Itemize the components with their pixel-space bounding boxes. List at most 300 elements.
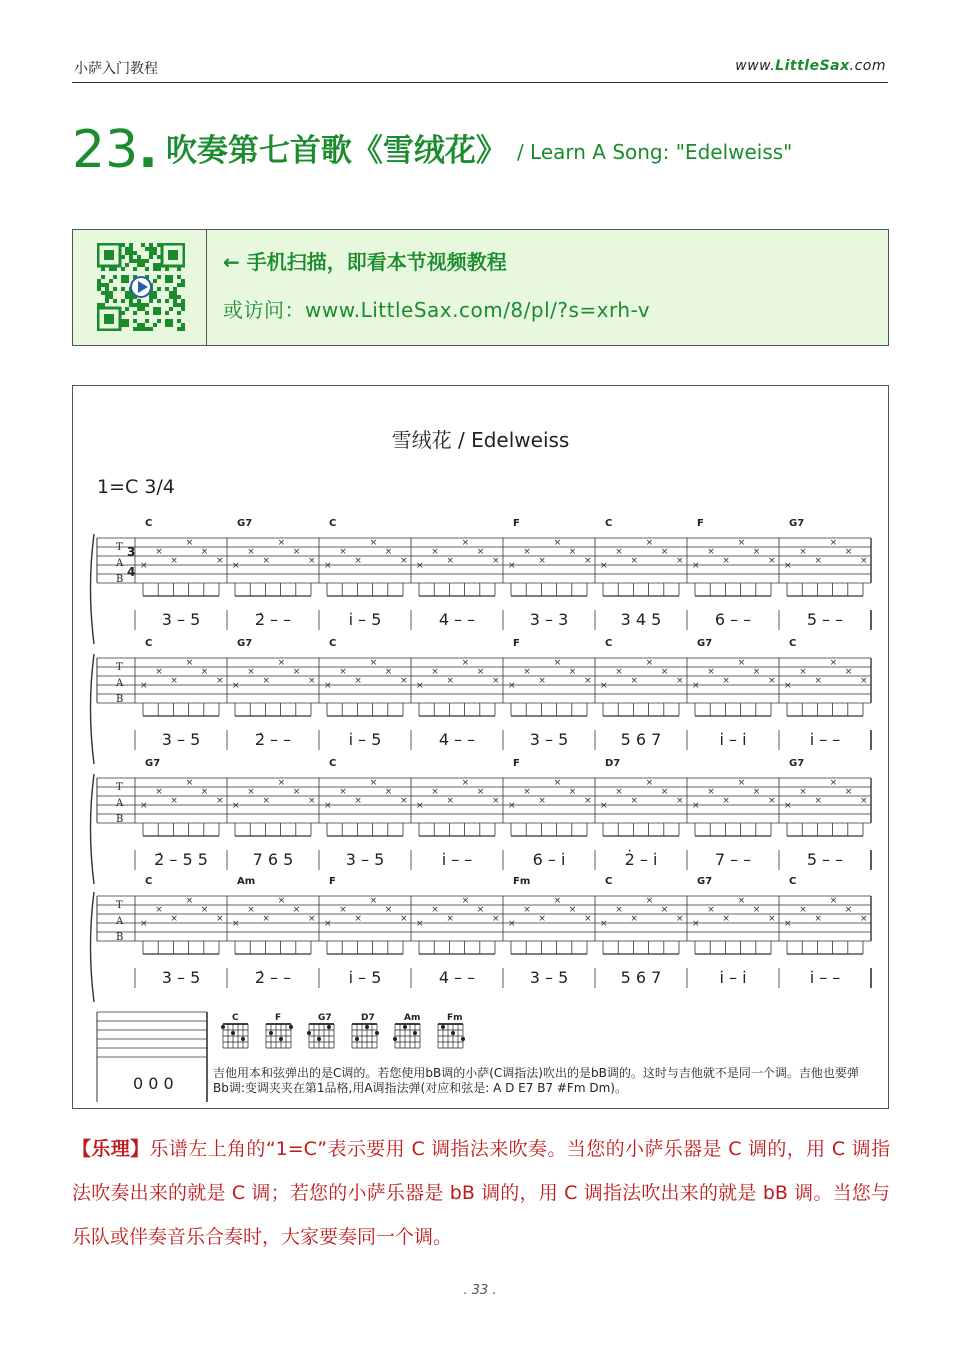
tab-x-mark: × bbox=[523, 667, 531, 677]
jianpu-measure-1: 2̇ – 5 5 bbox=[154, 850, 208, 869]
tab-x-mark: × bbox=[292, 905, 301, 915]
chord-diagram-label: G7 bbox=[318, 1013, 332, 1023]
tab-x-mark: × bbox=[200, 547, 209, 557]
tab-x-mark: × bbox=[431, 667, 439, 677]
tab-x-mark: × bbox=[216, 796, 224, 806]
tab-x-mark: × bbox=[339, 787, 347, 797]
chord-label: C bbox=[329, 638, 337, 649]
jianpu-measure-5: 6 – i̇ bbox=[532, 850, 566, 869]
header-divider bbox=[72, 82, 888, 83]
tab-x-mark: × bbox=[692, 919, 700, 929]
tab-x-mark: × bbox=[292, 667, 301, 677]
tab-x-mark: × bbox=[247, 547, 255, 557]
tab-x-mark: × bbox=[737, 778, 746, 788]
tab-x-mark: × bbox=[262, 914, 270, 924]
tab-clef-A: A bbox=[116, 558, 124, 569]
tab-x-mark: × bbox=[262, 676, 270, 686]
tab-x-mark: × bbox=[369, 778, 378, 788]
tab-x-mark: × bbox=[645, 538, 654, 548]
tab-x-mark: × bbox=[170, 676, 178, 686]
tab-x-mark: × bbox=[538, 914, 546, 924]
tab-x-mark: × bbox=[707, 787, 715, 797]
tab-x-mark: × bbox=[170, 914, 178, 924]
tab-x-mark: × bbox=[140, 801, 148, 811]
tab-system-3 bbox=[91, 758, 872, 884]
chord-diagram bbox=[393, 1013, 420, 1048]
time-sig-bottom: 4 bbox=[127, 565, 136, 579]
tab-x-mark: × bbox=[829, 658, 838, 668]
tab-x-mark: × bbox=[185, 778, 194, 788]
tab-x-mark: × bbox=[324, 801, 332, 811]
tab-x-mark: × bbox=[799, 905, 807, 915]
tab-x-mark: × bbox=[140, 561, 148, 571]
tab-clef-B: B bbox=[116, 574, 124, 585]
tab-x-mark: × bbox=[185, 896, 194, 906]
tab-x-mark: × bbox=[584, 914, 592, 924]
tab-x-mark: × bbox=[461, 658, 470, 668]
tab-x-mark: × bbox=[216, 676, 224, 686]
jianpu-measure-4: 4 – – bbox=[438, 730, 476, 749]
tab-x-mark: × bbox=[400, 556, 408, 566]
chord-diagram bbox=[221, 1013, 248, 1048]
tab-x-mark: × bbox=[768, 796, 776, 806]
tab-x-mark: × bbox=[369, 538, 378, 548]
qr-code-icon bbox=[97, 243, 185, 331]
jianpu-measure-3: i̇ – 5 bbox=[348, 968, 382, 987]
header-right[interactable] bbox=[735, 58, 886, 74]
chord-dot bbox=[269, 1031, 273, 1035]
tab-x-mark: × bbox=[829, 538, 838, 548]
jianpu-measure-4: i̇ – – bbox=[441, 850, 473, 869]
tab-clef-T: T bbox=[116, 900, 123, 911]
tab-x-mark: × bbox=[339, 905, 347, 915]
tab-x-mark: × bbox=[400, 676, 408, 686]
chord-label: Fm bbox=[513, 876, 531, 887]
tab-x-mark: × bbox=[615, 905, 623, 915]
jianpu-measure-1: 3 – 5 bbox=[161, 730, 201, 749]
jianpu-measure-2: 2̇ – – bbox=[254, 610, 292, 629]
chord-diagram bbox=[438, 1013, 465, 1048]
tab-clef-A: A bbox=[116, 678, 124, 689]
tab-x-mark: × bbox=[354, 796, 362, 806]
tab-x-mark: × bbox=[170, 556, 178, 566]
jianpu-measure-4: 4 – – bbox=[438, 968, 476, 987]
tab-x-mark: × bbox=[324, 919, 332, 929]
tab-x-mark: × bbox=[752, 547, 761, 557]
tab-x-mark: × bbox=[814, 676, 822, 686]
tab-x-mark: × bbox=[600, 681, 608, 691]
tab-x-mark: × bbox=[277, 538, 286, 548]
tab-x-mark: × bbox=[768, 676, 776, 686]
tab-x-mark: × bbox=[660, 667, 669, 677]
chord-label: C bbox=[789, 638, 797, 649]
tab-x-mark: × bbox=[676, 556, 684, 566]
tab-x-mark: × bbox=[354, 556, 362, 566]
tab-x-mark: × bbox=[216, 556, 224, 566]
chord-dot bbox=[307, 1031, 311, 1035]
tab-system-1 bbox=[91, 518, 872, 644]
tab-x-mark: × bbox=[185, 658, 194, 668]
ending-numbers: 0 0 0 bbox=[133, 1074, 174, 1093]
tab-x-mark: × bbox=[508, 561, 516, 571]
tab-x-mark: × bbox=[384, 547, 393, 557]
tab-x-mark: × bbox=[247, 667, 255, 677]
tab-x-mark: × bbox=[600, 561, 608, 571]
jianpu-measure-7: 6 – – bbox=[714, 610, 752, 629]
tab-x-mark: × bbox=[692, 681, 700, 691]
tab-x-mark: × bbox=[339, 547, 347, 557]
tab-x-mark: × bbox=[660, 905, 669, 915]
tab-x-mark: × bbox=[600, 919, 608, 929]
tab-x-mark: × bbox=[615, 547, 623, 557]
chord-dot bbox=[289, 1025, 293, 1029]
chord-dot bbox=[317, 1037, 321, 1041]
tab-x-mark: × bbox=[292, 787, 301, 797]
tab-x-mark: × bbox=[752, 905, 761, 915]
header-left: 小萨入门教程 bbox=[74, 61, 158, 77]
tab-x-mark: × bbox=[232, 681, 240, 691]
tab-x-mark: × bbox=[492, 914, 500, 924]
tab-x-mark: × bbox=[416, 919, 424, 929]
tab-x-mark: × bbox=[216, 914, 224, 924]
page-number: . 33 . bbox=[463, 1283, 497, 1298]
tab-x-mark: × bbox=[461, 538, 470, 548]
tab-x-mark: × bbox=[814, 796, 822, 806]
chord-dot bbox=[441, 1025, 445, 1029]
chord-diagram-label: Fm bbox=[447, 1013, 463, 1023]
tab-x-mark: × bbox=[155, 547, 163, 557]
tab-x-mark: × bbox=[232, 561, 240, 571]
tab-x-mark: × bbox=[799, 787, 807, 797]
score-title: 雪绒花 / Edelweiss bbox=[391, 428, 570, 452]
tab-x-mark: × bbox=[676, 676, 684, 686]
tab-x-mark: × bbox=[140, 919, 148, 929]
chord-label: F bbox=[513, 638, 520, 649]
chord-label: F bbox=[697, 518, 704, 529]
tab-x-mark: × bbox=[461, 778, 470, 788]
chord-label: C bbox=[789, 876, 797, 887]
chord-label: C bbox=[145, 876, 153, 887]
tab-x-mark: × bbox=[185, 538, 194, 548]
tab-x-mark: × bbox=[722, 796, 730, 806]
tab-clef-T: T bbox=[116, 662, 123, 673]
tab-x-mark: × bbox=[400, 914, 408, 924]
tab-x-mark: × bbox=[707, 905, 715, 915]
jianpu-measure-6: 2̇ – i̇ bbox=[624, 850, 658, 869]
tab-x-mark: × bbox=[737, 896, 746, 906]
tab-x-mark: × bbox=[416, 681, 424, 691]
jianpu-measure-7: 7 – – bbox=[714, 850, 752, 869]
tab-x-mark: × bbox=[692, 801, 700, 811]
tab-x-mark: × bbox=[768, 556, 776, 566]
tab-x-mark: × bbox=[568, 905, 577, 915]
tab-x-mark: × bbox=[538, 796, 546, 806]
tab-x-mark: × bbox=[523, 905, 531, 915]
tab-x-mark: × bbox=[155, 787, 163, 797]
tab-clef-A: A bbox=[116, 916, 124, 927]
chord-label: C bbox=[329, 518, 337, 529]
jianpu-measure-6: 3 4 5 bbox=[620, 610, 662, 629]
tab-x-mark: × bbox=[308, 796, 316, 806]
tab-x-mark: × bbox=[446, 676, 454, 686]
tab-x-mark: × bbox=[476, 547, 485, 557]
tab-system-2 bbox=[91, 638, 872, 764]
tab-x-mark: × bbox=[784, 681, 792, 691]
tab-x-mark: × bbox=[600, 801, 608, 811]
chord-diagram-label: F bbox=[275, 1013, 282, 1023]
jianpu-measure-3: i̇ – 5 bbox=[348, 610, 382, 629]
jianpu-measure-2: 2̇ – – bbox=[254, 730, 292, 749]
chord-dot bbox=[403, 1025, 407, 1029]
tab-x-mark: × bbox=[538, 676, 546, 686]
tab-x-mark: × bbox=[660, 787, 669, 797]
tab-x-mark: × bbox=[384, 667, 393, 677]
video-link[interactable]: 或访问：www.LittleSax.com/8/pl/?s=xrh-v bbox=[223, 298, 651, 322]
chord-label: G7 bbox=[789, 518, 805, 529]
tab-x-mark: × bbox=[844, 547, 853, 557]
title-english: / Learn A Song: "Edelweiss" bbox=[516, 140, 793, 164]
tab-x-mark: × bbox=[200, 667, 209, 677]
chord-label: G7 bbox=[697, 876, 713, 887]
tab-x-mark: × bbox=[799, 547, 807, 557]
theory-label: 【乐理】 bbox=[72, 1138, 150, 1160]
jianpu-measure-2: 2̇ – – bbox=[254, 968, 292, 987]
chord-label: C bbox=[329, 758, 337, 769]
tab-x-mark: × bbox=[200, 787, 209, 797]
tab-x-mark: × bbox=[752, 667, 761, 677]
tab-x-mark: × bbox=[508, 681, 516, 691]
tab-x-mark: × bbox=[860, 796, 868, 806]
tab-x-mark: × bbox=[660, 547, 669, 557]
tab-clef-T: T bbox=[116, 782, 123, 793]
tab-x-mark: × bbox=[707, 667, 715, 677]
lesson-dot: . bbox=[138, 120, 158, 180]
tab-x-mark: × bbox=[737, 658, 746, 668]
qr-code-panel[interactable] bbox=[73, 230, 207, 345]
tab-x-mark: × bbox=[155, 905, 163, 915]
chord-label: D7 bbox=[605, 758, 621, 769]
tab-x-mark: × bbox=[722, 556, 730, 566]
title-chinese: 吹奏第七首歌《雪绒花》 bbox=[165, 133, 507, 169]
url-suffix: .com bbox=[849, 58, 886, 74]
tab-clef-T: T bbox=[116, 542, 123, 553]
chord-dot bbox=[279, 1037, 283, 1041]
tab-x-mark: × bbox=[262, 556, 270, 566]
tab-x-mark: × bbox=[431, 547, 439, 557]
jianpu-measure-8: i̇ – – bbox=[809, 730, 841, 749]
chord-label: G7 bbox=[237, 518, 253, 529]
url-prefix: www. bbox=[735, 58, 776, 74]
tab-x-mark: × bbox=[354, 676, 362, 686]
page-title bbox=[72, 120, 792, 180]
chord-label: G7 bbox=[789, 758, 805, 769]
chord-label: F bbox=[513, 758, 520, 769]
tab-x-mark: × bbox=[676, 796, 684, 806]
tab-x-mark: × bbox=[492, 796, 500, 806]
tab-clef-B: B bbox=[116, 814, 124, 825]
tab-x-mark: × bbox=[568, 547, 577, 557]
tab-x-mark: × bbox=[523, 787, 531, 797]
time-sig-top: 3 bbox=[127, 545, 136, 559]
tab-x-mark: × bbox=[844, 667, 853, 677]
tab-x-mark: × bbox=[784, 801, 792, 811]
tab-x-mark: × bbox=[431, 787, 439, 797]
tab-x-mark: × bbox=[354, 914, 362, 924]
tab-x-mark: × bbox=[844, 787, 853, 797]
tab-x-mark: × bbox=[232, 801, 240, 811]
tab-x-mark: × bbox=[369, 896, 378, 906]
tab-x-mark: × bbox=[768, 914, 776, 924]
chord-label: C bbox=[605, 876, 613, 887]
tab-x-mark: × bbox=[860, 556, 868, 566]
tab-x-mark: × bbox=[538, 556, 546, 566]
tab-x-mark: × bbox=[339, 667, 347, 677]
tab-x-mark: × bbox=[292, 547, 301, 557]
chord-dot bbox=[451, 1031, 455, 1035]
chord-label: G7 bbox=[697, 638, 713, 649]
chord-dot bbox=[355, 1037, 359, 1041]
chord-dot bbox=[221, 1025, 225, 1029]
jianpu-measure-8: 5 – – bbox=[806, 610, 844, 629]
music-theory-paragraph bbox=[72, 1127, 890, 1259]
chord-dot bbox=[393, 1037, 397, 1041]
tab-x-mark: × bbox=[369, 658, 378, 668]
tab-clef-A: A bbox=[116, 798, 124, 809]
chord-label: F bbox=[329, 876, 336, 887]
tab-x-mark: × bbox=[814, 556, 822, 566]
tab-x-mark: × bbox=[630, 556, 638, 566]
video-box bbox=[72, 229, 889, 346]
tab-x-mark: × bbox=[553, 896, 562, 906]
chord-dot bbox=[365, 1025, 369, 1029]
tab-x-mark: × bbox=[416, 801, 424, 811]
tab-x-mark: × bbox=[308, 914, 316, 924]
tab-x-mark: × bbox=[630, 676, 638, 686]
tab-x-mark: × bbox=[645, 896, 654, 906]
scan-instruction: ← 手机扫描，即看本节视频教程 bbox=[223, 250, 507, 274]
url-brand: LittleSax bbox=[775, 58, 850, 74]
tab-clef-B: B bbox=[116, 932, 124, 943]
tab-x-mark: × bbox=[476, 667, 485, 677]
tab-x-mark: × bbox=[324, 681, 332, 691]
jianpu-measure-1: 3 – 5 bbox=[161, 610, 201, 629]
tab-x-mark: × bbox=[324, 561, 332, 571]
tab-x-mark: × bbox=[860, 914, 868, 924]
tab-x-mark: × bbox=[553, 778, 562, 788]
tab-x-mark: × bbox=[829, 778, 838, 788]
jianpu-measure-5: 3 – 3 bbox=[529, 610, 569, 629]
jianpu-measure-3: i̇ – 5 bbox=[348, 730, 382, 749]
theory-text: 乐谱左上角的“1=C”表示要用 C 调指法来吹奏。当您的小萨乐器是 C 调的，用 C 调指法吹奏出来的就是 C 调；若您的小萨乐器是 bB 调的，用 C 调指法吹出来的就是 bB 调。当您与乐队或伴奏音乐合奏时，大家要奏同一个调。 bbox=[72, 1138, 890, 1248]
chord-dot bbox=[375, 1031, 379, 1035]
score-frame bbox=[72, 385, 889, 1109]
tab-x-mark: × bbox=[844, 905, 853, 915]
tab-x-mark: × bbox=[140, 681, 148, 691]
tab-x-mark: × bbox=[446, 556, 454, 566]
tab-x-mark: × bbox=[584, 676, 592, 686]
jianpu-measure-7: i̇ – i̇ bbox=[719, 730, 747, 749]
tab-x-mark: × bbox=[416, 561, 424, 571]
tab-x-mark: × bbox=[799, 667, 807, 677]
tab-clef-B: B bbox=[116, 694, 124, 705]
tab-x-mark: × bbox=[461, 896, 470, 906]
tab-x-mark: × bbox=[707, 547, 715, 557]
tab-x-mark: × bbox=[277, 658, 286, 668]
tab-x-mark: × bbox=[814, 914, 822, 924]
jianpu-measure-6: 5 6 7 bbox=[620, 730, 662, 749]
tab-x-mark: × bbox=[615, 667, 623, 677]
jianpu-measure-1: 3 – 5 bbox=[161, 968, 201, 987]
chord-dot bbox=[231, 1031, 235, 1035]
chord-dot bbox=[413, 1031, 417, 1035]
chord-label: C bbox=[605, 638, 613, 649]
chord-label: F bbox=[513, 518, 520, 529]
tab-x-mark: × bbox=[492, 676, 500, 686]
jianpu-measure-6: 5 6 7 bbox=[620, 968, 662, 987]
tab-x-mark: × bbox=[784, 919, 792, 929]
tab-x-mark: × bbox=[722, 914, 730, 924]
tab-x-mark: × bbox=[523, 547, 531, 557]
tab-x-mark: × bbox=[277, 778, 286, 788]
tab-x-mark: × bbox=[553, 658, 562, 668]
lesson-number: 23 bbox=[72, 120, 139, 180]
tab-x-mark: × bbox=[170, 796, 178, 806]
guitar-note: 吉他用本和弦弹出的是C调的。若您使用bB调的小萨(C调指法)吹出的是bB调的。这时与吉他就不是同一个调。吉他也要弹Bb调:变调夹夹在第1品格,用A调指法弹(对应和弦是: A D E7 B7 #Fm Dm)。 bbox=[213, 1066, 859, 1095]
tab-x-mark: × bbox=[232, 919, 240, 929]
jianpu-measure-4: 4 – – bbox=[438, 610, 476, 629]
chord-label: G7 bbox=[237, 638, 253, 649]
chord-label: G7 bbox=[145, 758, 161, 769]
tab-x-mark: × bbox=[308, 676, 316, 686]
chord-label: C bbox=[145, 638, 153, 649]
tab-x-mark: × bbox=[752, 787, 761, 797]
tab-x-mark: × bbox=[508, 919, 516, 929]
tab-x-mark: × bbox=[277, 896, 286, 906]
chord-diagram bbox=[266, 1013, 293, 1048]
tab-x-mark: × bbox=[692, 561, 700, 571]
tab-x-mark: × bbox=[492, 556, 500, 566]
tab-x-mark: × bbox=[645, 658, 654, 668]
chord-diagram-label: Am bbox=[404, 1013, 421, 1023]
tab-x-mark: × bbox=[722, 676, 730, 686]
tab-x-mark: × bbox=[155, 667, 163, 677]
chord-dot bbox=[461, 1037, 465, 1041]
tab-x-mark: × bbox=[308, 556, 316, 566]
tab-x-mark: × bbox=[829, 896, 838, 906]
chord-diagram-label: D7 bbox=[361, 1013, 375, 1023]
jianpu-measure-3: 3 – 5 bbox=[345, 850, 385, 869]
jianpu-measure-8: i̇ – – bbox=[809, 968, 841, 987]
tab-x-mark: × bbox=[784, 561, 792, 571]
tab-x-mark: × bbox=[584, 796, 592, 806]
tab-x-mark: × bbox=[384, 787, 393, 797]
tab-system-4 bbox=[91, 876, 872, 1002]
tab-x-mark: × bbox=[553, 538, 562, 548]
chord-label: C bbox=[605, 518, 613, 529]
chord-diagram bbox=[307, 1013, 334, 1048]
jianpu-measure-2: 7 6 5 bbox=[252, 850, 294, 869]
tab-x-mark: × bbox=[508, 801, 516, 811]
tab-x-mark: × bbox=[860, 676, 868, 686]
chord-dot bbox=[241, 1037, 245, 1041]
tab-x-mark: × bbox=[476, 905, 485, 915]
tab-x-mark: × bbox=[446, 914, 454, 924]
tab-x-mark: × bbox=[645, 778, 654, 788]
chord-diagram bbox=[352, 1013, 379, 1048]
jianpu-measure-8: 5 – – bbox=[806, 850, 844, 869]
chord-dot bbox=[327, 1025, 331, 1029]
jianpu-measure-5: 3 – 5 bbox=[529, 730, 569, 749]
